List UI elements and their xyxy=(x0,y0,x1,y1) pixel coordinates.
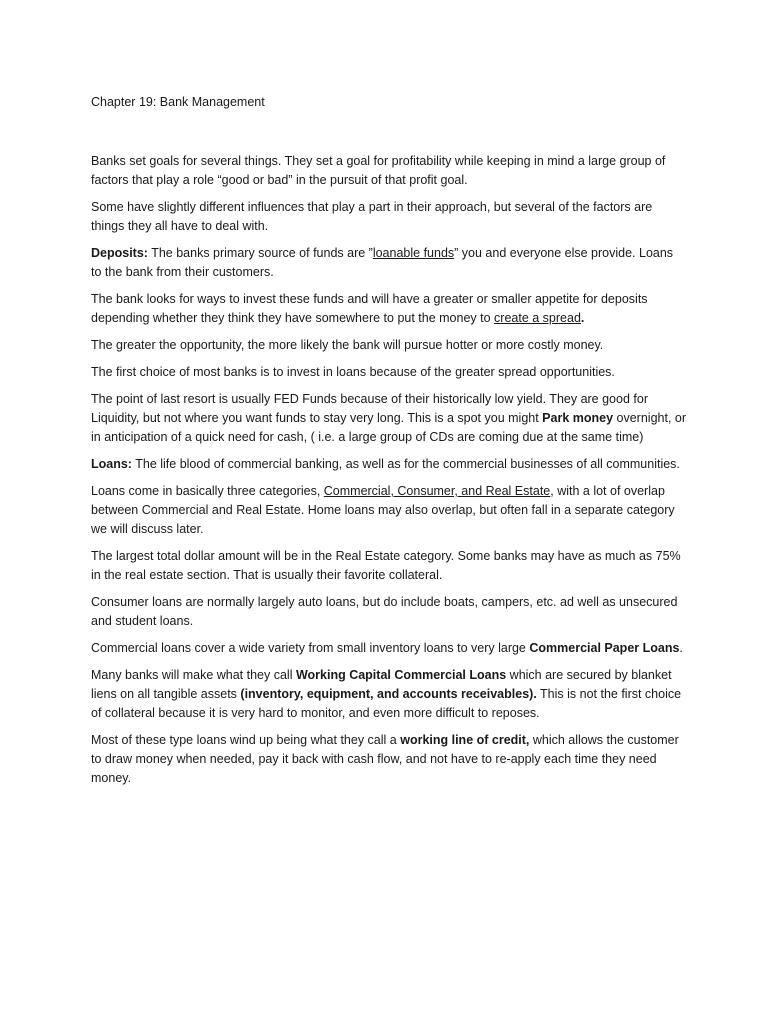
text-run: Most of these type loans wind up being what they call a xyxy=(91,733,401,747)
document-title: Chapter 19: Bank Management xyxy=(91,95,265,109)
bold-text: Deposits: xyxy=(91,246,148,260)
underlined-text: create a spread xyxy=(494,311,581,325)
paragraph xyxy=(91,593,686,631)
text-run: The first choice of most banks is to invest in loans because of the greater spread opportunities. xyxy=(91,365,615,379)
paragraph xyxy=(91,152,686,190)
text-run: The life blood of commercial banking, as well as for the commercial businesses of all communities. xyxy=(131,457,680,471)
paragraph xyxy=(91,731,686,788)
bold-text: Park money xyxy=(542,411,614,425)
text-run: The bank looks for ways to invest these funds and will have a greater or smaller appetite for deposits depending whether they think they have somewhere to put the money to xyxy=(91,292,648,325)
text-run: . xyxy=(679,641,683,655)
text-run: The largest total dollar amount will be in the Real Estate category. Some banks may have as much as 75% in the real estate section. That is usually their favorite collateral. xyxy=(91,549,681,582)
text-run: ” you and everyone else provide. Loans to the bank from their customers. xyxy=(91,246,674,279)
document-body xyxy=(91,152,686,788)
paragraph xyxy=(91,639,686,658)
underlined-text: Commercial, Consumer, and Real Estate xyxy=(323,484,551,498)
bold-text: Working Capital Commercial Loans xyxy=(295,668,507,682)
underlined-text: loanable funds xyxy=(372,246,455,260)
text-run: Loans come in basically three categories, xyxy=(91,484,324,498)
bold-text: . xyxy=(580,311,585,325)
text-run: Commercial loans cover a wide variety from small inventory loans to very large xyxy=(91,641,530,655)
paragraph xyxy=(91,482,686,539)
text-run: , with a lot of overlap between Commercial and Real Estate. Home loans may also overlap, but often fall in a separate category we will discuss later. xyxy=(91,484,675,536)
paragraph xyxy=(91,336,686,355)
paragraph xyxy=(91,244,686,282)
paragraph xyxy=(91,455,686,474)
text-run: Consumer loans are normally largely auto loans, but do include boats, campers, etc. ad well as unsecured and student loans. xyxy=(91,595,678,628)
paragraph xyxy=(91,666,686,723)
text-run: Some have slightly different influences that play a part in their approach, but several of the factors are things they all have to deal with. xyxy=(91,200,653,233)
bold-text: Loans: xyxy=(91,457,132,471)
text-run: which are secured by blanket liens on all tangible assets xyxy=(91,668,672,701)
text-run: Banks set goals for several things. They set a goal for profitability while keeping in mind a large group of factors that play a role “good or bad” in the pursuit of that profit goal. xyxy=(91,154,666,187)
paragraph xyxy=(91,198,686,236)
text-run: This is not the first choice of collateral because it is very hard to monitor, and even more difficult to reposes. xyxy=(91,687,682,720)
paragraph xyxy=(91,363,686,382)
text-run: The banks primary source of funds are ” xyxy=(147,246,373,260)
text-run: Many banks will make what they call xyxy=(91,668,296,682)
paragraph xyxy=(91,290,686,328)
text-run: The point of last resort is usually FED Funds because of their historically low yield. They are good for Liquidity, but not where you want funds to stay very long. This is a spot you might xyxy=(91,392,648,425)
text-run: overnight, or in anticipation of a quick need for cash, ( i.e. a large group of CDs are coming due at the same time) xyxy=(91,411,687,444)
text-run: The greater the opportunity, the more likely the bank will pursue hotter or more costly money. xyxy=(91,338,604,352)
text-run: which allows the customer to draw money when needed, pay it back with cash flow, and not have to re-apply each time they need money. xyxy=(91,733,679,785)
bold-text: Commercial Paper Loans xyxy=(529,641,680,655)
bold-text: (inventory, equipment, and accounts receivables). xyxy=(240,687,537,701)
bold-text: working line of credit, xyxy=(400,733,530,747)
paragraph xyxy=(91,547,686,585)
paragraph xyxy=(91,390,686,447)
